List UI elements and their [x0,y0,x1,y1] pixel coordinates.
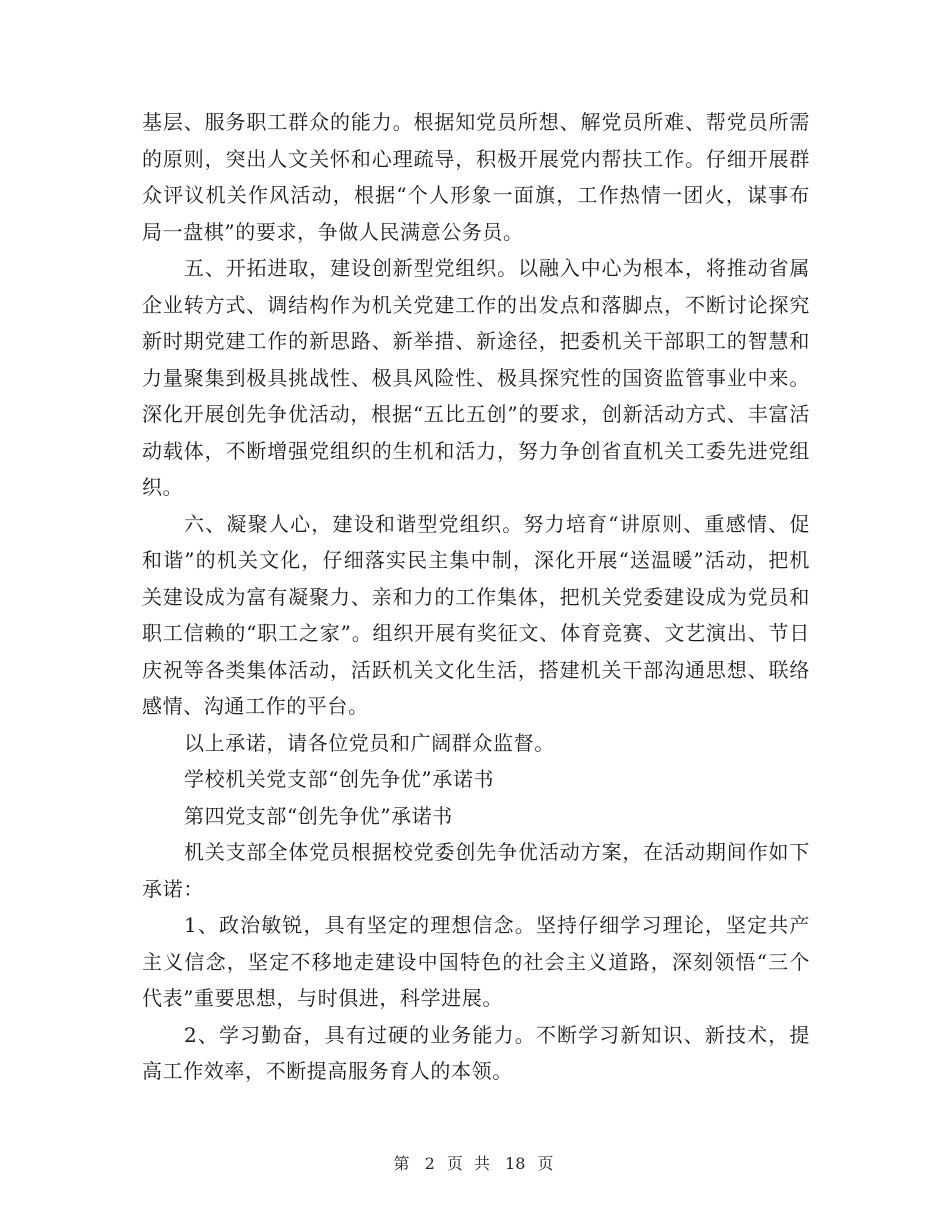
footer-middle: 页 共 [446,1154,493,1173]
paragraph-6: 第四党支部“创先争优”承诺书 [184,803,453,828]
footer-prefix: 第 [393,1154,413,1173]
current-page-number: 2 [424,1154,435,1173]
paragraph-9: 2、学习勤奋，具有过硬的业务能力。不断学习新知识、新技术，提高工作效率，不断提高服务育人的本领。 [142,1022,810,1083]
document-body [142,104,810,1090]
footer-suffix: 页 [537,1154,557,1173]
total-pages-number: 18 [505,1154,526,1173]
paragraph-2: 五、开拓进取，建设创新型党组织。以融入中心为根本，将推动省属企业转方式、调结构作为机关党建工作的出发点和落脚点，不断讨论探究新时期党建工作的新思路、新举措、新途径，把委机关干部职工的智慧和力量聚集到极具挑战性、极具风险性、极具探究性的国资监管事业中来。深化开展创先争优活动，根据“五比五创”的要求，创新活动方式、丰富活动载体，不断增强党组织的生机和活力，努力争创省直机关工委先进党组织。 [142,256,810,499]
paragraph-8: 1、政治敏锐，具有坚定的理想信念。坚持仔细学习理论，坚定共产主义信念，坚定不移地走建设中国特色的社会主义道路，深刻领悟“三个代表”重要思想，与时俱进，科学进展。 [142,913,810,1010]
paragraph-4: 以上承诺，请各位党员和广阔群众监督。 [184,730,555,755]
page-footer [0,1151,950,1174]
paragraph-1: 基层、服务职工群众的能力。根据知党员所想、解党员所难、帮党员所需的原则，突出人文关怀和心理疏导，积极开展党内帮扶工作。仔细开展群众评议机关作风活动，根据“个人形象一面旗，工作热情一团火，谋事布局一盘棋”的要求，争做人民满意公务员。 [142,110,810,244]
paragraph-3: 六、凝聚人心，建设和谐型党组织。努力培育“讲原则、重感情、促和谐”的机关文化，仔细落实民主集中制，深化开展“送温暖”活动，把机关建设成为富有凝聚力、亲和力的工作集体，把机关党委建设成为党员和职工信赖的“职工之家”。组织开展有奖征文、体育竞赛、文艺演出、节日庆祝等各类集体活动，活跃机关文化生活，搭建机关干部沟通思想、联络感情、沟通工作的平台。 [142,511,810,718]
paragraph-5: 学校机关党支部“创先争优”承诺书 [184,767,495,791]
paragraph-7: 机关支部全体党员根据校党委创先争优活动方案，在活动期间作如下承诺： [142,840,810,901]
